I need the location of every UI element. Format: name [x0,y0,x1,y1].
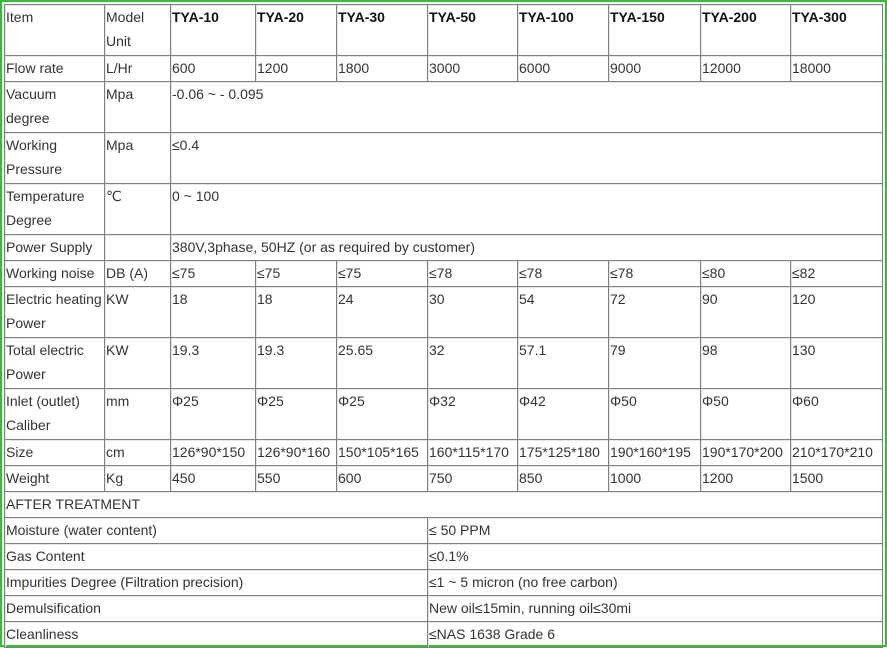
model-header: TYA-30 [337,5,428,56]
row-unit: ℃ [105,184,171,235]
row-label: Impurities Degree (Filtration precision) [5,570,428,596]
table-cell: 24 [337,287,428,338]
row-label: Moisture (water content) [5,518,428,544]
table-cell: 150*105*165 [337,440,428,466]
table-cell: ≤78 [518,261,609,287]
after-treatment-row [5,570,883,596]
spec-table [4,4,883,648]
row-label: Cleanliness [5,622,428,648]
table-cell: Φ50 [701,389,791,440]
model-header: TYA-300 [791,5,883,56]
table-cell: Φ25 [337,389,428,440]
table-cell: 120 [791,287,883,338]
table-cell: 550 [256,466,337,492]
model-header: TYA-50 [428,5,518,56]
table-cell: 1200 [256,56,337,82]
header-row [5,5,883,56]
caliber-row [5,389,883,440]
total-power-row [5,338,883,389]
table-cell: ≤78 [428,261,518,287]
table-cell: 9000 [609,56,701,82]
pressure-row [5,133,883,184]
table-cell: 0 ~ 100 [171,184,883,235]
table-cell: Φ25 [171,389,256,440]
row-label: Flow rate [5,56,105,82]
table-cell: 210*170*210 [791,440,883,466]
temperature-row [5,184,883,235]
table-cell: 190*170*200 [701,440,791,466]
table-cell: ≤80 [701,261,791,287]
table-cell: 1000 [609,466,701,492]
table-cell: 25.65 [337,338,428,389]
row-label: Weight [5,466,105,492]
size-row [5,440,883,466]
row-label: Inlet (outlet) Caliber [5,389,105,440]
model-unit-header: Model Unit [105,5,171,56]
after-treatment-row [5,622,883,648]
table-cell: 72 [609,287,701,338]
after-treatment-row [5,518,883,544]
table-cell: 18 [256,287,337,338]
row-label: Temperature Degree [5,184,105,235]
table-cell: 18000 [791,56,883,82]
table-cell: ≤NAS 1638 Grade 6 [428,622,883,648]
row-unit: cm [105,440,171,466]
table-cell: Φ60 [791,389,883,440]
vacuum-row [5,82,883,133]
weight-row [5,466,883,492]
row-label: Gas Content [5,544,428,570]
model-header: TYA-100 [518,5,609,56]
table-cell: 1800 [337,56,428,82]
after-treatment-title-row [5,492,883,518]
table-cell: 30 [428,287,518,338]
table-cell: ≤82 [791,261,883,287]
row-label: Total electric Power [5,338,105,389]
row-label: Electric heating Power [5,287,105,338]
table-cell: Φ50 [609,389,701,440]
table-cell: 190*160*195 [609,440,701,466]
row-label: Working Pressure [5,133,105,184]
table-cell: 32 [428,338,518,389]
model-header: TYA-10 [171,5,256,56]
row-unit: DB (A) [105,261,171,287]
table-cell: ≤75 [337,261,428,287]
table-cell: ≤75 [256,261,337,287]
table-cell: 19.3 [256,338,337,389]
row-unit: Mpa [105,82,171,133]
table-cell: ≤0.1% [428,544,883,570]
table-cell: 1500 [791,466,883,492]
flow-rate-row [5,56,883,82]
item-header: Item [5,5,105,56]
table-cell: 54 [518,287,609,338]
table-cell: ≤78 [609,261,701,287]
row-label: Working noise [5,261,105,287]
after-treatment-row [5,544,883,570]
table-cell: Φ42 [518,389,609,440]
row-label: Size [5,440,105,466]
table-cell: 18 [171,287,256,338]
section-title: AFTER TREATMENT [5,492,883,518]
table-cell: 79 [609,338,701,389]
table-cell: 750 [428,466,518,492]
table-cell: 850 [518,466,609,492]
table-cell: ≤75 [171,261,256,287]
table-cell: 126*90*150 [171,440,256,466]
table-cell: ≤1 ~ 5 micron (no free carbon) [428,570,883,596]
row-unit [105,235,171,261]
table-cell: ≤ 50 PPM [428,518,883,544]
table-cell: New oil≤15min, running oil≤30mi [428,596,883,622]
row-unit: mm [105,389,171,440]
table-cell: 600 [171,56,256,82]
table-cell: 3000 [428,56,518,82]
table-cell: 98 [701,338,791,389]
row-label: Demulsification [5,596,428,622]
table-cell: 12000 [701,56,791,82]
table-cell: 90 [701,287,791,338]
table-cell: 126*90*160 [256,440,337,466]
table-cell: 600 [337,466,428,492]
table-cell: 19.3 [171,338,256,389]
table-cell: 6000 [518,56,609,82]
table-cell: 130 [791,338,883,389]
table-cell: 175*125*180 [518,440,609,466]
row-label: Vacuum degree [5,82,105,133]
model-header: TYA-20 [256,5,337,56]
table-cell: 160*115*170 [428,440,518,466]
row-unit: KW [105,338,171,389]
table-cell: 450 [171,466,256,492]
row-unit: L/Hr [105,56,171,82]
model-header: TYA-200 [701,5,791,56]
row-unit: Mpa [105,133,171,184]
table-cell: 57.1 [518,338,609,389]
table-cell: ≤0.4 [171,133,883,184]
table-cell: Φ32 [428,389,518,440]
table-cell: 380V,3phase, 50HZ (or as required by customer) [171,235,883,261]
noise-row [5,261,883,287]
power-supply-row [5,235,883,261]
model-header: TYA-150 [609,5,701,56]
table-cell: -0.06 ~ - 0.095 [171,82,883,133]
row-unit: KW [105,287,171,338]
table-cell: Φ25 [256,389,337,440]
row-label: Power Supply [5,235,105,261]
after-treatment-row [5,596,883,622]
row-unit: Kg [105,466,171,492]
heating-row [5,287,883,338]
table-cell: 1200 [701,466,791,492]
